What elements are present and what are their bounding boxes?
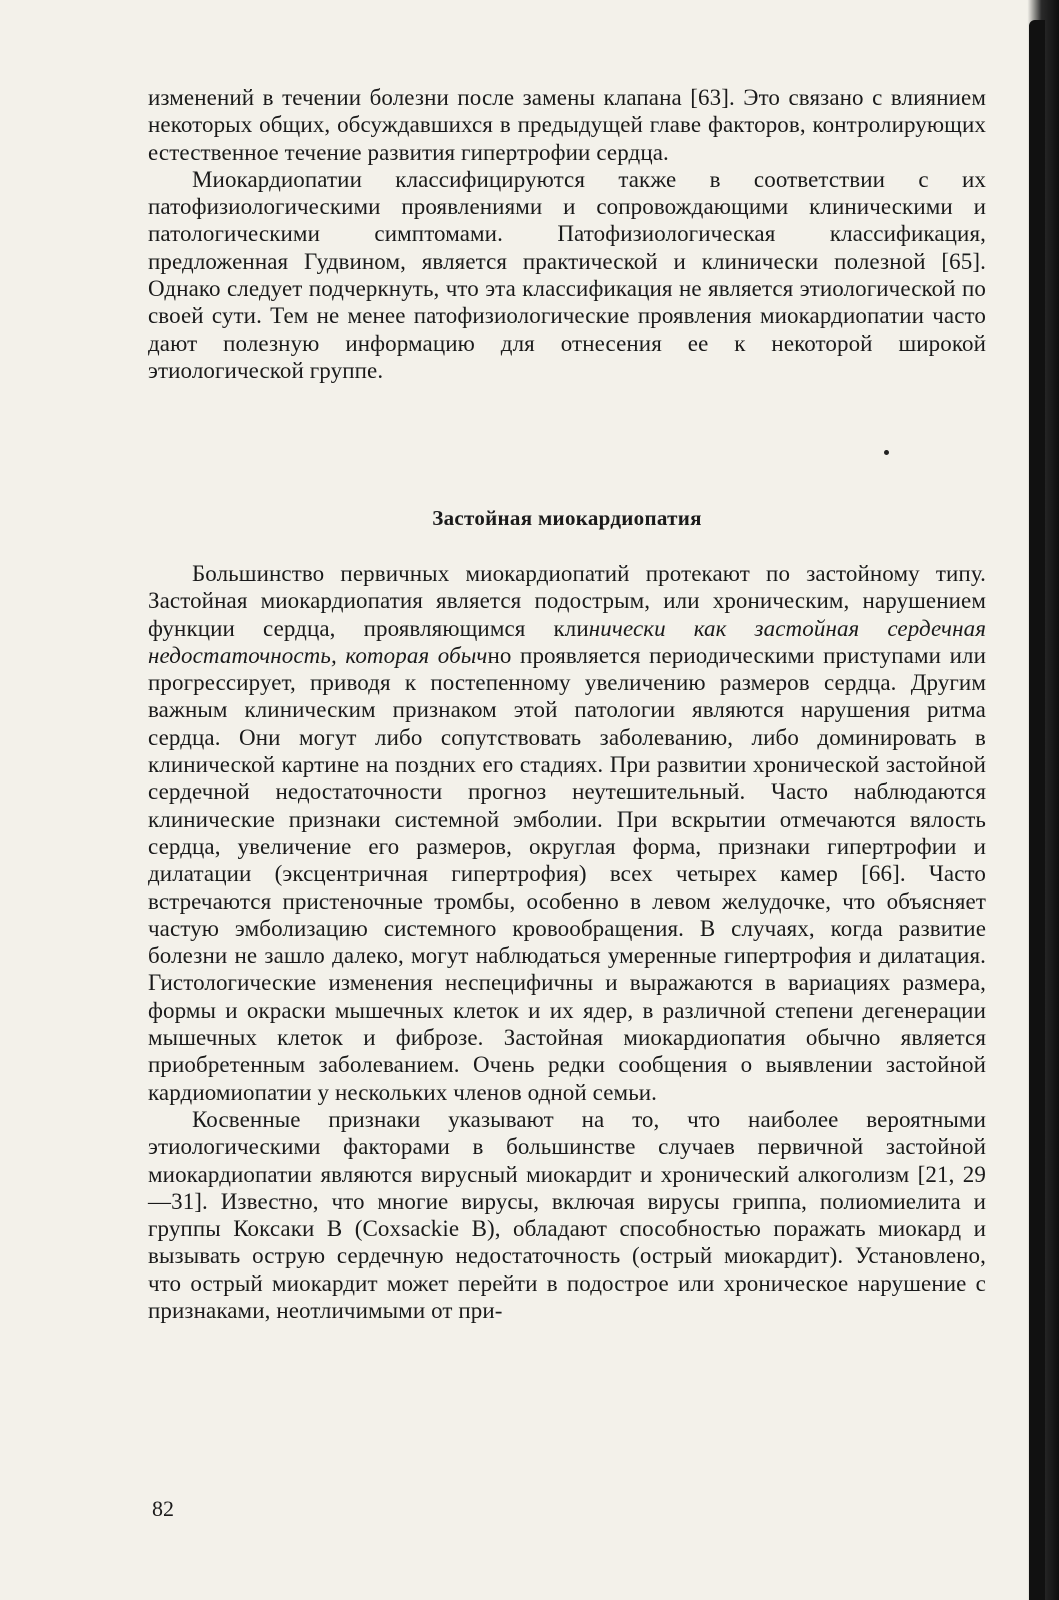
paragraph-classification: Миокардиопатии классифицируются также в соответствии с их патофизиологическими проявлениями и сопровождающими клиническими и патологическими симптомами. Патофизиологическая классификация, предложенная Гудвином, является практической и клинически полезной [65]. Однако следует подчеркнуть, что эта классификация не является этиологической по своей сути. Тем не менее патофизиологические проявления миокардиопатии часто дают полезную информацию для отнесения ее к некоторой широкой этиологической группе. xyxy=(148,166,986,383)
page-number: 82 xyxy=(152,1496,174,1521)
paragraph-congestive-1-part-b: но проявляется периодическими приступами или прогрессирует, приводя к постепенному увеличению размеров сердца. Другим важным клиническим признаком этой патологии являются нарушения ритма сердца. Они могут либо сопутствовать заболеванию, либо доминировать в клинической картине на поздних его стадиях. При развитии хронической застойной сердечной недостаточности прогноз неутешительный. Часто наблюдаются клинические признаки системной эмболии. При вскрытии отмечаются вялость сердца, увеличение его размеров, округлая форма, признаки гипертрофии и дилатации (эксцентричная гипертрофия) всех четырех камер [66]. Часто встречаются пристеночные тромбы, особенно в левом желудочке, что объясняет частую эмболизацию системного кровообращения. В случаях, когда развитие болезни не зашло далеко, могут наблюдаться умеренные гипертрофия и дилатация. Гистологические изменения неспецифичны и выражаются в вариациях размера, формы и окраски мышечных клеток и их ядер, в различной степени дегенерации мышечных клеток и фиброзе. Застойная миокардиопатия обычно является приобретенным заболеванием. Очень редки сообщения о выявлении застойной кардиомиопатии у нескольких членов одной семьи. xyxy=(148,642,986,1105)
scan-edge-band xyxy=(1029,20,1045,1600)
print-speck xyxy=(884,450,889,455)
paragraph-continuation: изменений в течении болезни после замены клапана [63]. Это связано с влиянием некоторых общих, обсуждавшихся в предыдущей главе факторов, контролирующих естественное течение развития гипертрофии сердца. xyxy=(148,85,986,165)
paragraph-congestive-1-part-a: Большинство первичных миокардиопатий протекают по застойному типу. Застойная миокардиопатия является подострым, или хроническим, нарушением функции сердца, проявляющимся кли xyxy=(148,561,986,641)
text-block-top xyxy=(148,84,986,384)
scan-edge-shadow xyxy=(989,0,1059,1600)
paragraph-congestive-2: Косвенные признаки указывают на то, что наиболее вероятными этиологическими факторами в большинстве случаев первичной застойной миокардиопатии являются вирусный миокардит и хронический алкоголизм [21, 29—31]. Известно, что многие вирусы, включая вирусы гриппа, полиомиелита и группы Коксаки В (Coxsackie В), обладают способностью поражать миокард и вызывать острую сердечную недостаточность (острый миокардит). Установлено, что острый миокардит может перейти в подострое или хроническое нарушение с признаками, неотличимыми от при- xyxy=(148,1106,986,1324)
text-block-main xyxy=(148,560,986,1324)
section-heading: Застойная миокардиопатия xyxy=(432,506,702,530)
paragraph-congestive-1 xyxy=(148,560,986,1106)
paragraph-congestive-1-italic: нически как застойная сердечная недостаточность, которая обыч xyxy=(148,615,986,668)
